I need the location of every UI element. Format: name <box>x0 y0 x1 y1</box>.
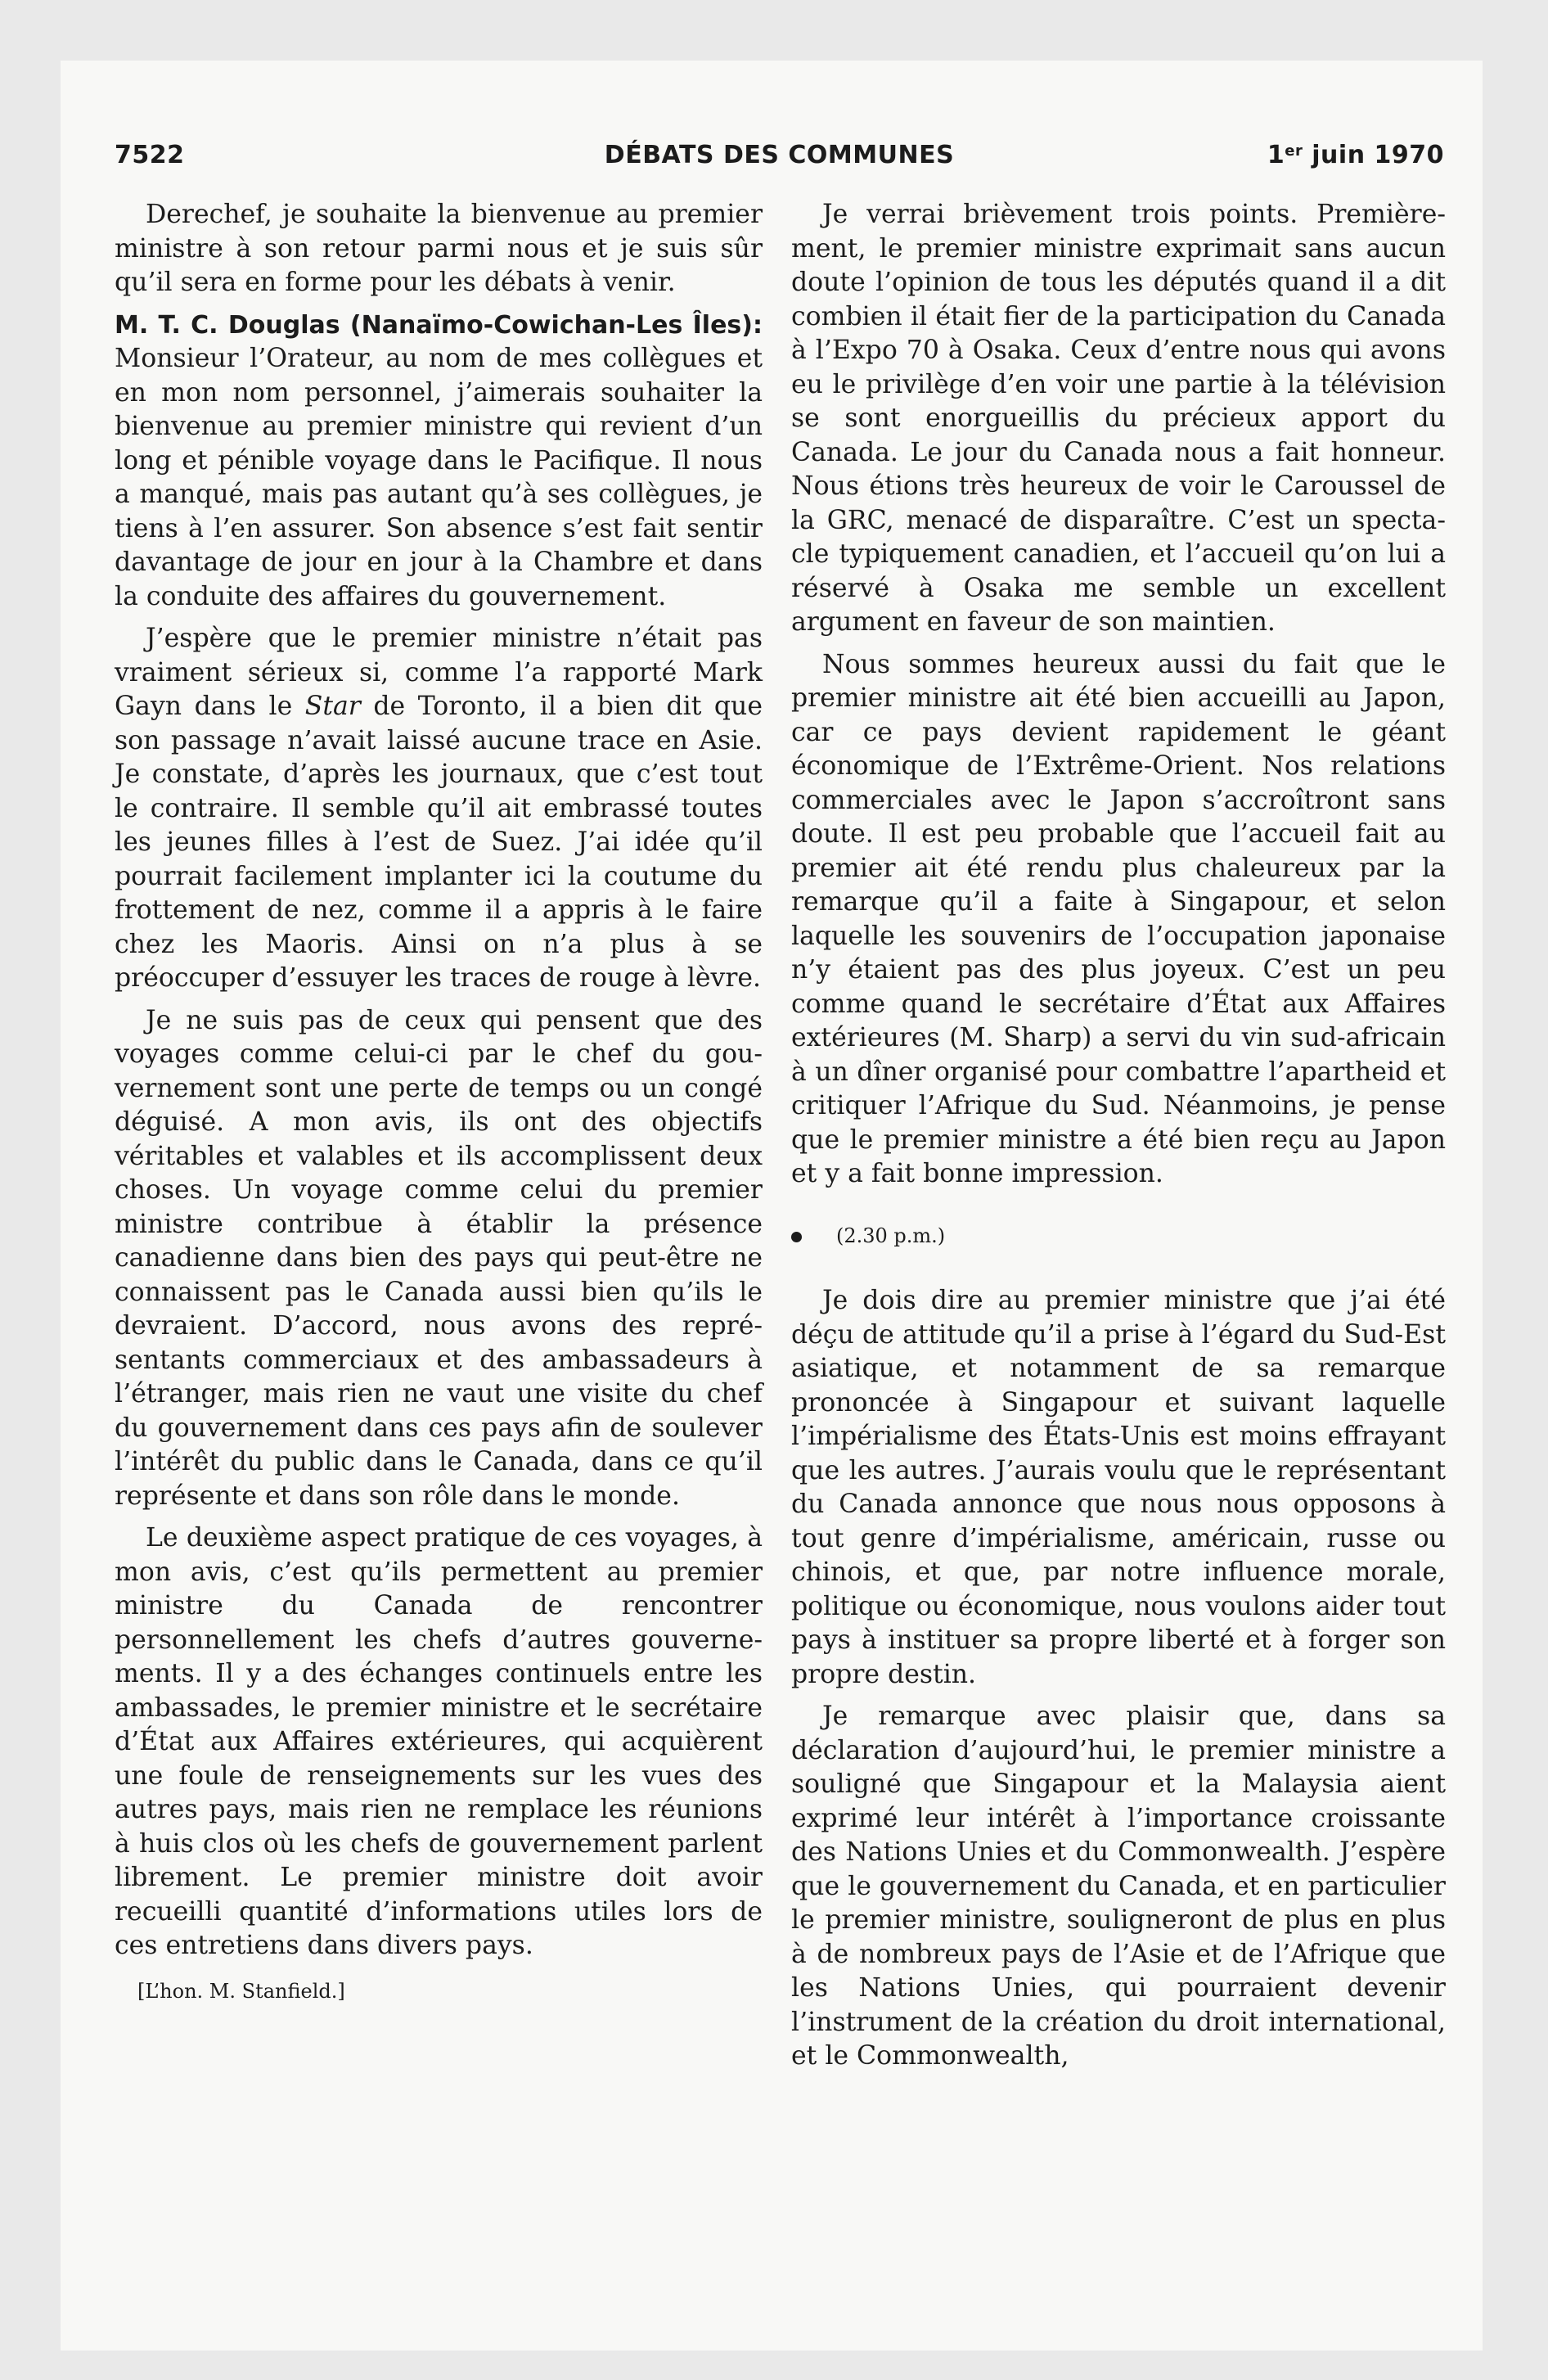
speaker-name: M. T. C. Douglas (Nanaïmo-Cowichan-Les Îles): <box>115 310 763 340</box>
paragraph: Je dois dire au premier ministre que j’ai été déçu de attitude qu’il a prise à l’égard du Sud-Est asiatique, et notamment de sa remarque prononcée à Singapour et suivant laquelle l’impérialisme des États-Unis est moins effrayant que les autres. J’aurais voulu que le représentant du Canada annonce que nous nous opposons à tout genre d’impérialisme, américain, russe ou chinois, et que, par notre influence morale, politique ou économique, nous voulons aider tout pays à instituer sa propre liberté et à forger son propre destin. <box>791 1286 1446 1689</box>
paragraph: Derechef, je souhaite la bienvenue au premier ministre à son retour parmi nous et je suis sûr qu’il sera en forme pour les débats à venir. <box>115 200 763 297</box>
issue-date: 1er juin 1970 <box>1267 141 1444 169</box>
publication-title: DÉBATS DES COMMUNES <box>604 141 955 169</box>
paragraph: Je remarque avec plaisir que, dans sa déclaration d’aujourd’hui, le premier ministre a souligné que Singapour et la Malaysia aient exprimé leur intérêt à l’importance croissante des Nations Unies et du Commonwealth. J’espère que le gouvernement du Canada, et en particulier le premier ministre, souligneront de plus en plus à de nombreux pays de l’Asie et de l’Afrique que les Nations Unies, qui pourraient devenir l’instrument de la création du droit international, et le Commonwealth, <box>791 1702 1446 2071</box>
left-column <box>115 198 763 2008</box>
newspaper-name: Star <box>304 692 361 721</box>
page-header <box>115 141 1444 175</box>
paragraph: Nous sommes heureux aussi du fait que le premier ministre ait été bien accueilli au Japon, car ce pays devient rapidement le géant économique de l’Extrême-Orient. Nos relations commerciales avec le Japon s’accroîtront sans doute. Il est peu probable que l’accueil fait au premier ait été rendu plus chaleureux par la remarque qu’il a faite à Singapour, et selon laquelle les souvenirs de l’occupation japonaise n’y étaient pas des plus joyeux. C’est un peu comme quand le secrétaire d’État aux Affaires extérieures (M. Sharp) a servi du vin sud-africain à un dîner organisé pour combattre l’apartheid et critiquer l’Afrique du Sud. Néanmoins, je pense que le premier ministre a été bien reçu au Japon et y a fait bonne impression. <box>791 649 1446 1188</box>
paragraph: Le deuxième aspect pratique de ces voyages, à mon avis, c’est qu’ils permettent au premier ministre du Canada de rencontrer personnellement les chefs d’autres gouvernements. Il y a des échanges continuels entre les ambassades, le premier ministre et le secrétaire d’État aux Affaires extérieures, qui acquièrent une foule de renseignements sur les vues des autres pays, mais rien ne remplace les réunions à huis clos où les chefs de gouvernement parlent librement. Le premier ministre doit avoir recueilli quantité d’informations utiles lors de ces entretiens dans divers pays. <box>115 1523 763 1960</box>
time-marker <box>791 1219 1446 1254</box>
right-column <box>791 198 1446 2082</box>
paragraph: Je ne suis pas de ceux qui pensent que des voyages comme celui-ci par le chef du gouvernement sont une perte de temps ou un congé déguisé. A mon avis, ils ont des objectifs véritables et valables et ils accomplissent deux choses. Un voyage comme celui du premier ministre contribue à établir la présence canadienne dans bien des pays qui peut-être ne connaissent pas le Canada aussi bien qu’ils le devraient. D’accord, nous avons des représentants commerciaux et des ambassadeurs à l’étranger, mais rien ne vaut une visite du chef du gouvernement dans ces pays afin de soulever l’intérêt du public dans le Canada, dans ce qu’il représente et dans son rôle dans le monde. <box>115 1005 763 1511</box>
paragraph: Je verrai brièvement trois points. Premièrement, le premier ministre exprimait sans aucun doute l’opinion de tous les députés quand il a dit combien il était fier de la participation du Canada à l’Expo 70 à Osaka. Ceux d’entre nous qui avons eu le privilège d’en voir une partie à la télévision se sont enorgueillis du précieux apport du Canada. Le jour du Canada nous a fait honneur. Nous étions très heureux de voir le Caroussel de la GRC, menacé de disparaître. C’est un spectacle typiquement canadien, et l’accueil qu’on lui a réservé à Osaka me semble un excellent argument en faveur de son maintien. <box>791 200 1446 637</box>
paragraph: J’espère que le premier ministre n’était pas vraiment sérieux si, comme l’a rapporté Mark Gayn dans le Star de Toronto, il a bien dit que son passage n’avait laissé aucune trace en Asie. Je constate, d’après les journaux, que c’est tout le contraire. Il semble qu’il ait embrassé toutes les jeunes filles à l’est de Suez. J’ai idée qu’il pourrait facilement implanter ici la coutume du frottement de nez, comme il a appris à le faire chez les Maoris. Ainsi on n’a plus à se préoccuper d’essuyer les traces de rouge à lèvre. <box>115 624 763 993</box>
paragraph-douglas: M. T. C. Douglas (Nanaïmo-Cowichan-Les Îles): Monsieur l’Orateur, au nom de mes collègues et en mon nom personnel, j’aimerais souhaiter la bienvenue au premier ministre qui revient d’un long et pénible voyage dans le Pacifique. Il nous a manqué, mais pas autant qu’à ses collègues, je tiens à l’en assurer. Son absence s’est fait sentir davantage de jour en jour à la Chambre et dans la conduite des affaires du gouvernement. <box>115 310 763 611</box>
speaker-attribution: [L’hon. M. Stanfield.] <box>137 1979 345 2003</box>
bullet-icon <box>791 1232 802 1242</box>
time-stamp: (2.30 p.m.) <box>836 1224 946 1247</box>
page-number: 7522 <box>115 141 185 169</box>
